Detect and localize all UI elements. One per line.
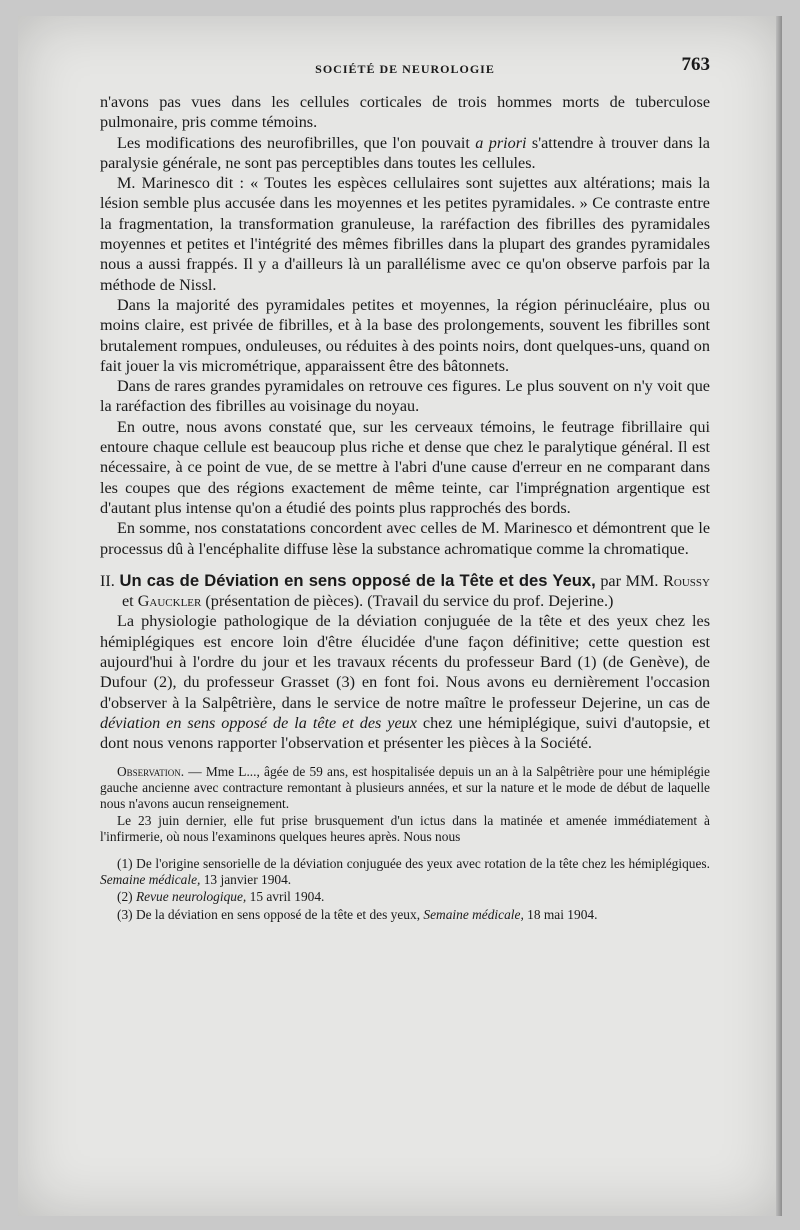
section-by: par MM. [595,571,664,590]
footnote-1 [100,856,710,889]
footnote-3-journal: Semaine médicale, [423,906,524,922]
page-edge-shadow [776,16,782,1216]
paragraph-3: M. Marinesco dit : « Toutes les espèces cellulaires sont sujettes aux altérations; mais la lésion semble plus accusée dans les moyennes et les petites pyramidales. » Ce contraste entre la fragmentation, la transformation granuleuse, la raréfaction des fibrilles des pyramidales moyennes et petites et l'intégrité des mêmes fibrilles dans la plupart des grandes pyramidales nous a aussi frappés. Il y a d'ailleurs là un parallélisme avec ce qu'on observe parfois par la méthode de Nissl. [100,174,710,294]
section-paragraph-text-b: chez une hémiplégique, suivi d'autopsie, et dont nous venons rapporter l'observation et présenter les pièces à la Société. [100,713,710,753]
footnote-2-number: (2) [117,889,136,905]
section-heading [100,571,710,612]
footnote-2-date: 15 avril 1904. [246,889,325,905]
section-number: II. [100,571,120,590]
running-head: SOCIÉTÉ DE NEUROLOGIE [315,62,495,76]
footnote-3 [100,907,710,923]
observation-text-1: — Mme L..., âgée de 59 ans, est hospitalisée depuis un an à la Salpêtrière pour une hémiplégie gauche ancienne avec contracture remontant à plusieurs années, et sur la nature et le mode de début de laquelle nous n'avons aucun renseignement. [100,763,710,812]
author-gauckler: Gauckler [137,592,202,611]
section-paragraph [100,611,710,753]
observation-paragraph-2: Le 23 juin dernier, elle fut prise brusquement d'un ictus dans la matinée et amenée immédiatement à l'infirmerie, où nous l'examinons quelques heures après. Nous nous [100,812,710,845]
paragraph-2-text-a: Les modifications des neurofibrilles, que l'on pouvait [117,133,476,152]
paragraph-2-emphasis: a priori [475,133,527,152]
footnote-1-text-a: (1) De l'origine sensorielle de la déviation conjuguée des yeux avec rotation de la tête chez les hémiplégiques. [117,855,710,871]
observation-block [100,764,710,846]
observation-label: Observation. [117,763,185,779]
page-header [100,52,710,82]
section-paragraph-emphasis: déviation en sens opposé de la tête et des yeux [100,713,417,732]
paragraph-4: Dans la majorité des pyramidales petites et moyennes, la région périnucléaire, plus ou moins claire, est privée de fibrilles, et à la base des prolongements, souvent les fibrilles sont brutalement rompues, onduleuses, ou réduites à des points noirs, dont quelques-uns, quand on fait jouer la vis micrométrique, apparaissent être des bâtonnets. [100,295,710,375]
footnote-3-text-a: (3) De la déviation en sens opposé de la tête et des yeux, [117,906,424,922]
paragraph-1: n'avons pas vues dans les cellules corticales de trois hommes morts de tuberculose pulmonaire, pris comme témoins. [100,93,710,132]
page-number: 763 [681,54,710,75]
footnote-3-date: 18 mai 1904. [523,906,598,922]
paragraph-6: En outre, nous avons constaté que, sur les cerveaux témoins, le feutrage fibrillaire qui entoure chaque cellule est beaucoup plus riche et dense que chez le paralytique général. Il est nécessaire, à ce point de vue, de se mettre à l'abri d'une cause d'erreur en ne comparant dans les coupes que des régions exactement de même teinte, car l'imprégnation argentique est d'autant plus intense qu'on a étudié des points plus rapprochés des bords. [100,417,710,517]
observation-paragraph-1 [100,764,710,813]
footnote-1-date: 13 janvier 1904. [200,871,292,887]
paragraph-7: En somme, nos constatations concordent avec celles de M. Marinesco et démontrent que le processus dû à l'encéphalite diffuse lèse la substance achromatique comme la chromatique. [100,519,710,558]
paragraph-2-text-b: s'attendre à trouver dans la paralysie générale, ne sont pas perceptibles dans toutes les cellules. [100,133,710,172]
footnote-2-journal: Revue neurologique, [135,889,247,905]
section-paragraph-text-a: La physiologie pathologique de la déviation conjuguée de la tête et des yeux chez les hémiplégiques est encore loin d'être élucidée d'une façon définitive; cette question est aujourd'hui à l'ordre du jour et les travaux récents du professeur Bard (1) (de Genève), de Dufour (2), du professeur Grasset (3) en font foi. Nous avons eu dernièrement l'occasion d'observer à la Salpêtrière, dans le service de notre maître le professeur Dejerine, un cas de [100,612,710,712]
page-body [100,92,710,924]
section-rest: (présentation de pièces). (Travail du service du prof. Dejerine.) [201,592,614,611]
section-title: Un cas de Déviation en sens opposé de la Tête et des Yeux, [119,570,596,590]
footnote-2 [100,889,710,905]
footnote-1-journal: Semaine médicale, [100,871,201,887]
footnotes [100,856,710,924]
author-roussy: Roussy [663,571,710,590]
section-and: et [122,592,138,611]
paragraph-5: Dans de rares grandes pyramidales on retrouve ces figures. Le plus souvent on n'y voit que la raréfaction des fibrilles au voisinage du noyau. [100,377,710,416]
paragraph-2 [100,133,710,174]
